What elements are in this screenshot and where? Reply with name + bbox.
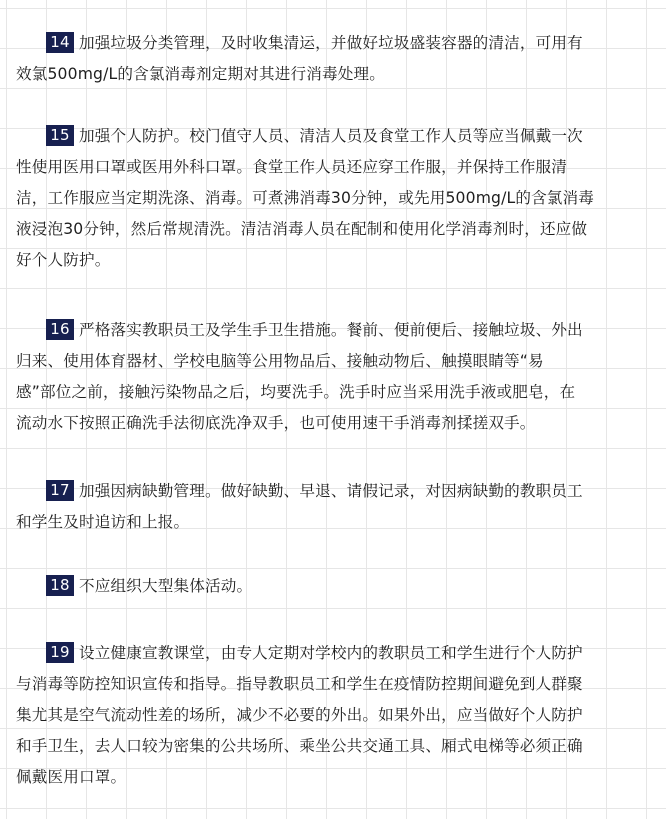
item-line: 归来、使用体育器材、学校电脑等公用物品后、接触动物后、触摸眼睛等“易 [16,352,544,370]
item-text: 加强垃圾分类管理，及时收集清运，并做好垃圾盛装容器的清洁，可用有 [79,34,583,52]
item-18 [16,571,648,602]
item-line [16,28,648,59]
item-line [16,121,648,152]
item-line [16,571,648,602]
item-line [16,638,648,669]
item-text: 加强因病缺勤管理。做好缺勤、早退、请假记录，对因病缺勤的教职员工 [79,482,583,500]
item-line [16,315,648,346]
number-badge: 15 [46,125,74,146]
item-line: 好个人防护。 [16,251,111,269]
item-19 [16,638,648,793]
item-line: 与消毒等防控知识宣传和指导。指导教职员工和学生在疫情防控期间避免到人群聚 [16,675,583,693]
number-badge: 14 [46,32,74,53]
item-16 [16,315,648,439]
item-line [16,476,648,507]
item-line: 感”部位之前，接触污染物品之后，均要洗手。洗手时应当采用洗手液或肥皂，在 [16,383,576,401]
item-line: 和手卫生，去人口较为密集的公共场所、乘坐公共交通工具、厢式电梯等必须正确 [16,737,583,755]
item-line: 佩戴医用口罩。 [16,768,127,786]
item-14 [16,28,648,90]
item-line: 效氯500mg/L的含氯消毒剂定期对其进行消毒处理。 [16,65,385,83]
number-badge: 17 [46,480,74,501]
item-text: 严格落实教职员工及学生手卫生措施。餐前、便前便后、接触垃圾、外出 [79,321,583,339]
item-line: 性使用医用口罩或医用外科口罩。食堂工作人员还应穿工作服，并保持工作服清 [16,158,568,176]
number-badge: 16 [46,319,74,340]
item-15 [16,121,648,276]
item-text: 不应组织大型集体活动。 [79,577,253,595]
item-line: 集尤其是空气流动性差的场所，减少不必要的外出。如果外出，应当做好个人防护 [16,706,583,724]
item-17 [16,476,648,538]
number-badge: 18 [46,575,74,596]
item-text: 设立健康宣教课堂，由专人定期对学校内的教职员工和学生进行个人防护 [79,644,583,662]
item-line: 和学生及时追访和上报。 [16,513,190,531]
item-text: 加强个人防护。校门值守人员、清洁人员及食堂工作人员等应当佩戴一次 [79,127,583,145]
item-line: 洁，工作服应当定期洗涤、消毒。可煮沸消毒30分钟，或先用500mg/L的含氯消毒 [16,189,595,207]
item-line: 液浸泡30分钟，然后常规清洗。清洁消毒人员在配制和使用化学消毒剂时，还应做 [16,220,588,238]
item-line: 流动水下按照正确洗手法彻底洗净双手，也可使用速干手消毒剂揉搓双手。 [16,414,536,432]
number-badge: 19 [46,642,74,663]
